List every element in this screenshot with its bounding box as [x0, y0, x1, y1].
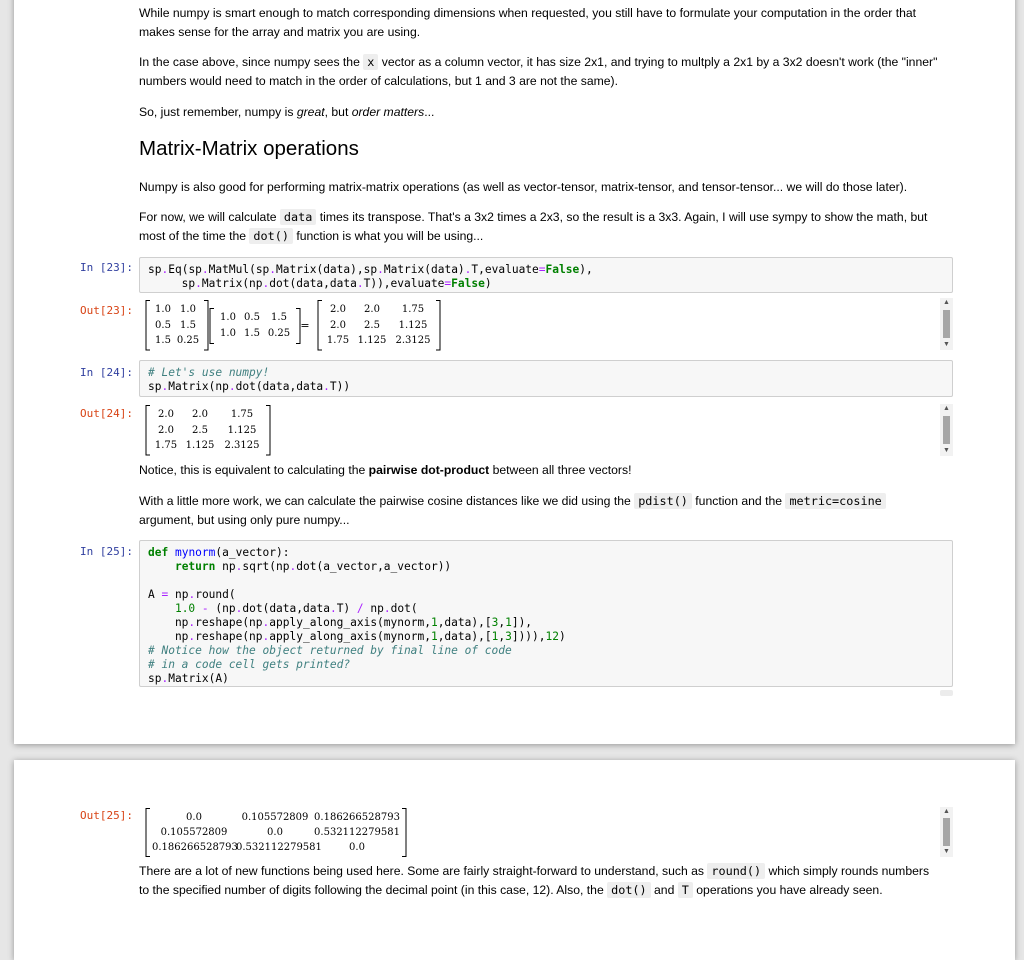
matrix-cell: 1.125	[398, 319, 428, 331]
scroll-thumb[interactable]	[943, 310, 950, 338]
matrix-cell: 2.3125	[224, 440, 260, 451]
scroll-up-arrow-icon[interactable]: ▲	[943, 405, 950, 412]
paragraph-transpose: For now, we will calculate data times its transpose. That's a 3x2 times a 2x3, so the result is a 3x3. Again, I will use sympy to show the math, but most of the time the dot() function is what you will be using...	[139, 210, 928, 243]
right-bracket	[204, 301, 208, 351]
matrix-data-transpose	[209, 308, 301, 344]
matrix-cell: 0.0	[267, 827, 283, 838]
scroll-thumb[interactable]	[943, 416, 950, 444]
output-scrollbar-25[interactable]	[940, 807, 953, 857]
left-bracket	[210, 309, 214, 344]
inline-code-t: T	[678, 882, 693, 898]
matrix-cell: 2.0	[330, 304, 346, 315]
matrix-numpy-dot-result	[145, 405, 271, 456]
matrix-cell: 0.5	[155, 319, 171, 331]
markdown-cell-order-matters	[139, 103, 939, 122]
markdown-cell-numpy-matrix-ops	[139, 178, 939, 197]
markdown-cell-transpose	[139, 208, 939, 246]
matrix-data	[145, 300, 209, 351]
code-cell-25[interactable]: def mynorm(a_vector): return np.sqrt(np.dot(a_vector,a_vector)) A = np.round( 1.0 - (np.dot(data,data.T) / np.dot( np.reshape(np.apply_along_axis(mynorm,1,data),[3,1]), np.reshape(np.apply_along_axis(mynorm,1,data),[1,3]))),12) # Notice how the object returned by final line of code # in a code cell gets printed? sp.Matrix(A)	[139, 540, 953, 687]
matrix-cell: 0.0	[349, 842, 365, 853]
inline-code-x: x	[363, 54, 378, 70]
matrix-cell: 1.5	[244, 328, 260, 339]
markdown-cell-column-vector	[139, 53, 939, 91]
left-bracket	[146, 406, 150, 456]
code-cell-23[interactable]: sp.Eq(sp.MatMul(sp.Matrix(data),sp.Matrix(data).T,evaluate=False), sp.Matrix(np.dot(data,data.T)),evaluate=False)	[139, 257, 953, 293]
output-prompt-25: Out[25]:	[80, 809, 133, 822]
paragraph-cosine: With a little more work, we can calculate the pairwise cosine distances like we did using the pdist() function and the metric=cosine argument, but using only pure numpy...	[139, 492, 939, 530]
matrix-cell: 0.105572809	[241, 812, 309, 823]
notebook-page-2	[14, 760, 1015, 960]
paragraph-order-matters: So, just remember, numpy is great, but order matters...	[139, 105, 435, 119]
paragraph-pairwise: Notice, this is equivalent to calculating the pairwise dot-product between all three vectors!	[139, 463, 632, 477]
matrix-cell: 0.0	[186, 812, 202, 823]
scroll-down-arrow-icon[interactable]: ▼	[943, 341, 950, 348]
scroll-down-arrow-icon[interactable]: ▼	[943, 848, 950, 855]
input-prompt-23: In [23]:	[80, 261, 133, 274]
matrix-cell: 2.0	[158, 424, 174, 436]
scroll-thumb[interactable]	[943, 818, 950, 846]
notebook-page-1	[14, 0, 1015, 744]
matrix-cell: 1.125	[185, 440, 215, 451]
markdown-cell-cosine	[139, 492, 939, 530]
matrix-cell: 2.0	[158, 409, 174, 420]
matrix-cell: 1.5	[180, 319, 196, 331]
markdown-cell-order-explanation	[139, 4, 939, 42]
matrix-cell: 1.125	[227, 424, 257, 436]
inline-code-metric: metric=cosine	[785, 493, 885, 509]
input-prompt-25: In [25]:	[80, 545, 133, 558]
scroll-down-arrow-icon[interactable]: ▼	[943, 447, 950, 454]
matrix-cell: 2.0	[192, 409, 208, 420]
code-cell-24[interactable]: # Let's use numpy! sp.Matrix(np.dot(data,data.T))	[139, 360, 953, 397]
paragraph-new-functions: There are a lot of new functions being used here. Some are fairly straight-forward to understand, such as round() which simply rounds numbers to the specified number of digits following the decimal point (in this case, 12). Also, the dot() and T operations you have already seen.	[139, 864, 930, 897]
right-bracket	[402, 809, 406, 857]
matrix-cosine-distances	[145, 808, 407, 857]
output-prompt-23: Out[23]:	[80, 304, 133, 317]
matrix-cell: 1.125	[357, 335, 387, 346]
inline-code-round: round()	[707, 863, 765, 879]
markdown-cell-new-functions	[139, 862, 939, 900]
matrix-cell: 2.5	[364, 319, 380, 331]
matrix-cell: 1.75	[230, 409, 254, 420]
inline-code-dot: dot()	[249, 228, 293, 244]
equals-sign: =	[300, 319, 310, 332]
inline-code-data: data	[280, 209, 316, 225]
right-bracket	[266, 406, 270, 456]
left-bracket	[146, 809, 150, 857]
matrix-cell: 2.0	[330, 319, 346, 331]
matrix-cell: 1.0	[155, 304, 171, 315]
inline-code-pdist: pdist()	[634, 493, 692, 509]
matrix-cell: 1.5	[271, 312, 287, 323]
output-area-25	[139, 807, 953, 857]
matrix-product-result	[317, 300, 441, 351]
matrix-cell: 1.75	[401, 304, 425, 315]
matrix-cell: 2.5	[192, 424, 208, 436]
inline-code-dot-2: dot()	[607, 882, 651, 898]
matrix-cell: 0.532112279581	[236, 842, 322, 853]
matrix-cell: 1.5	[155, 335, 171, 346]
matrix-cell: 0.532112279581	[314, 827, 400, 838]
left-bracket	[318, 301, 322, 351]
matrix-cell: 0.25	[176, 335, 200, 346]
matrix-cell: 1.75	[326, 335, 350, 346]
output-scrollbar-23[interactable]	[940, 298, 953, 350]
output-prompt-24: Out[24]:	[80, 407, 133, 420]
paragraph-numpy-order: While numpy is smart enough to match corresponding dimensions when requested, you still have to formulate your computation in the order that makes sense for the array and matrix you are using.	[139, 6, 917, 39]
matrix-cell: 0.105572809	[160, 827, 228, 838]
matrix-cell: 1.0	[220, 312, 236, 323]
paragraph-column-vector: In the case above, since numpy sees the x vector as a column vector, it has size 2x1, and trying to multply a 2x1 by a 3x2 doesn't work (the "inner" numbers would need to match in the order of calculations, but 1 and 3 are not the same).	[139, 55, 938, 88]
matrix-cell: 0.5	[244, 312, 260, 323]
matrix-cell: 1.0	[220, 328, 236, 339]
cell-collapse-handle[interactable]	[940, 690, 953, 696]
output-scrollbar-24[interactable]	[940, 404, 953, 456]
output-area-23	[139, 298, 953, 350]
matrix-cell: 2.3125	[395, 335, 431, 346]
matrix-cell: 1.75	[154, 440, 178, 451]
section-heading-matrix-matrix: Matrix-Matrix operations	[139, 137, 359, 160]
output-area-24	[139, 404, 953, 456]
matrix-cell: 0.186266528793	[152, 842, 238, 853]
matrix-cell: 0.25	[267, 328, 291, 339]
input-prompt-24: In [24]:	[80, 366, 133, 379]
scroll-up-arrow-icon[interactable]: ▲	[943, 808, 950, 815]
matrix-cell: 2.0	[364, 304, 380, 315]
matrix-cell: 1.0	[180, 304, 196, 315]
paragraph-numpy-matrix-ops: Numpy is also good for performing matrix-matrix operations (as well as vector-tensor, matrix-tensor, and tensor-tensor... we will do those later).	[139, 180, 908, 194]
left-bracket	[146, 301, 150, 351]
matrix-cell: 0.186266528793	[314, 812, 400, 823]
scroll-up-arrow-icon[interactable]: ▲	[943, 299, 950, 306]
right-bracket	[436, 301, 440, 351]
markdown-cell-pairwise	[139, 461, 939, 480]
